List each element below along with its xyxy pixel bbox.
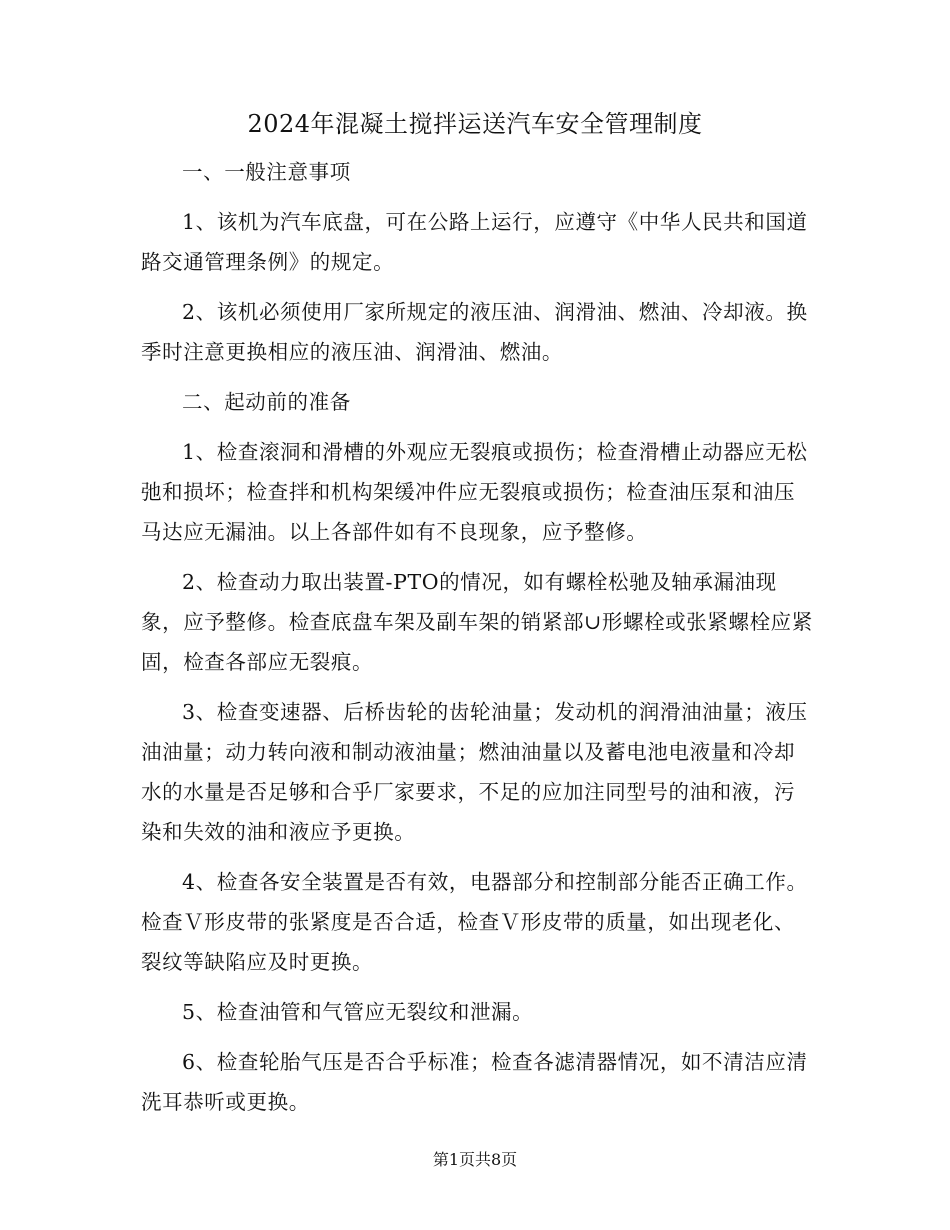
page-number-footer: 第1页共8页	[432, 1150, 518, 1169]
document-title: 2024年混凝土搅拌运送汽车安全管理制度	[247, 110, 703, 138]
paragraph: 2、该机必须使用厂家所规定的液压油、润滑油、燃油、冷却液。换季时注意更换相应的液压油、润滑油、燃油。	[141, 300, 808, 364]
paragraph: 1、检查滚洞和滑槽的外观应无裂痕或损伤；检查滑槽止动器应无松弛和损坏；检查拌和机构架缓冲件应无裂痕或损伤；检查油压泵和油压马达应无漏油。以上各部件如有不良现象，应予整修。	[141, 440, 808, 544]
paragraph: 4、检查各安全装置是否有效，电器部分和控制部分能否正确工作。检查Ｖ形皮带的张紧度是否合适，检查Ｖ形皮带的质量，如出现老化、裂纹等缺陷应及时更换。	[141, 870, 808, 974]
paragraph: 2、检查动力取出装置-PTO的情况，如有螺栓松驰及轴承漏油现象，应予整修。检查底盘车架及副车架的销紧部∪形螺栓或张紧螺栓应紧固，检查各部应无裂痕。	[141, 570, 813, 674]
section-heading: 一、一般注意事项	[182, 160, 351, 184]
document-body	[141, 152, 813, 1132]
section-heading: 二、起动前的准备	[182, 390, 351, 414]
paragraph: 1、该机为汽车底盘，可在公路上运行，应遵守《中华人民共和国道路交通管理条例》的规定。	[141, 210, 808, 274]
paragraph: 6、检查轮胎气压是否合乎标准；检查各滤清器情况，如不清洁应清洗耳恭听或更换。	[141, 1050, 808, 1114]
paragraph: 3、检查变速器、后桥齿轮的齿轮油量；发动机的润滑油油量；液压油油量；动力转向液和制动液油量；燃油油量以及蓄电池电液量和冷却水的水量是否足够和合乎厂家要求，不足的应加注同型号的油和液，污染和失效的油和液应予更换。	[141, 700, 808, 844]
paragraph: 5、检查油管和气管应无裂纹和泄漏。	[182, 1000, 534, 1024]
